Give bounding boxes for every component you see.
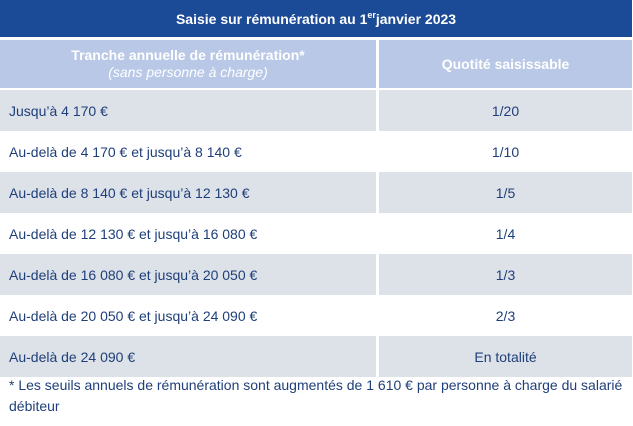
tranche-cell: Jusqu’à 4 170 €	[0, 90, 376, 131]
tranche-cell: Au-delà de 12 130 € et jusqu’à 16 080 €	[9, 225, 258, 242]
quotite-cell: 1/20	[379, 90, 632, 131]
table-row	[0, 336, 632, 377]
header-tranche-label: Tranche annuelle de rémunération*	[71, 47, 305, 63]
quotite-cell: 1/5	[379, 172, 632, 213]
table-title-rest: janvier 2023	[375, 10, 457, 27]
table-title-main: Saisie sur rémunération au 1	[175, 10, 368, 27]
tranche-cell: Au-delà de 20 050 € et jusqu’à 24 090 €	[9, 307, 258, 324]
tranche-cell: Au-delà de 4 170 € et jusqu’à 8 140 €	[9, 143, 242, 160]
header-quotite-label: Quotité saisissable	[441, 55, 570, 72]
table-body	[0, 90, 632, 377]
quotite-cell: En totalité	[379, 336, 632, 377]
footnote: * Les seuils annuels de rémunération sont augmentés de 1 610 € par personne à charge du salarié débiteur	[9, 377, 623, 414]
table-row	[0, 90, 632, 131]
tranche-cell: Au-delà de 8 140 € et jusqu’à 12 130 €	[0, 172, 376, 213]
table-row	[0, 254, 632, 295]
table-row	[0, 131, 632, 172]
tranche-cell: Au-delà de 24 090 €	[0, 336, 376, 377]
table-row	[0, 172, 632, 213]
table-title: Saisie sur rémunération au 1 $^{er}$ janvier 2023	[0, 0, 632, 37]
table-header	[0, 40, 632, 88]
table-row	[0, 213, 632, 254]
header-tranche-note: (sans personne à charge)	[108, 64, 268, 80]
header-tranche	[0, 40, 376, 88]
tranche-cell: Au-delà de 16 080 € et jusqu’à 20 050 €	[0, 254, 376, 295]
quotite-cell: 1/4	[495, 225, 516, 242]
header-quotite	[379, 40, 632, 88]
quotite-cell: 1/3	[379, 254, 632, 295]
quotite-cell: 1/10	[491, 143, 520, 160]
quotite-cell: 2/3	[495, 307, 516, 324]
table-row	[0, 295, 632, 336]
